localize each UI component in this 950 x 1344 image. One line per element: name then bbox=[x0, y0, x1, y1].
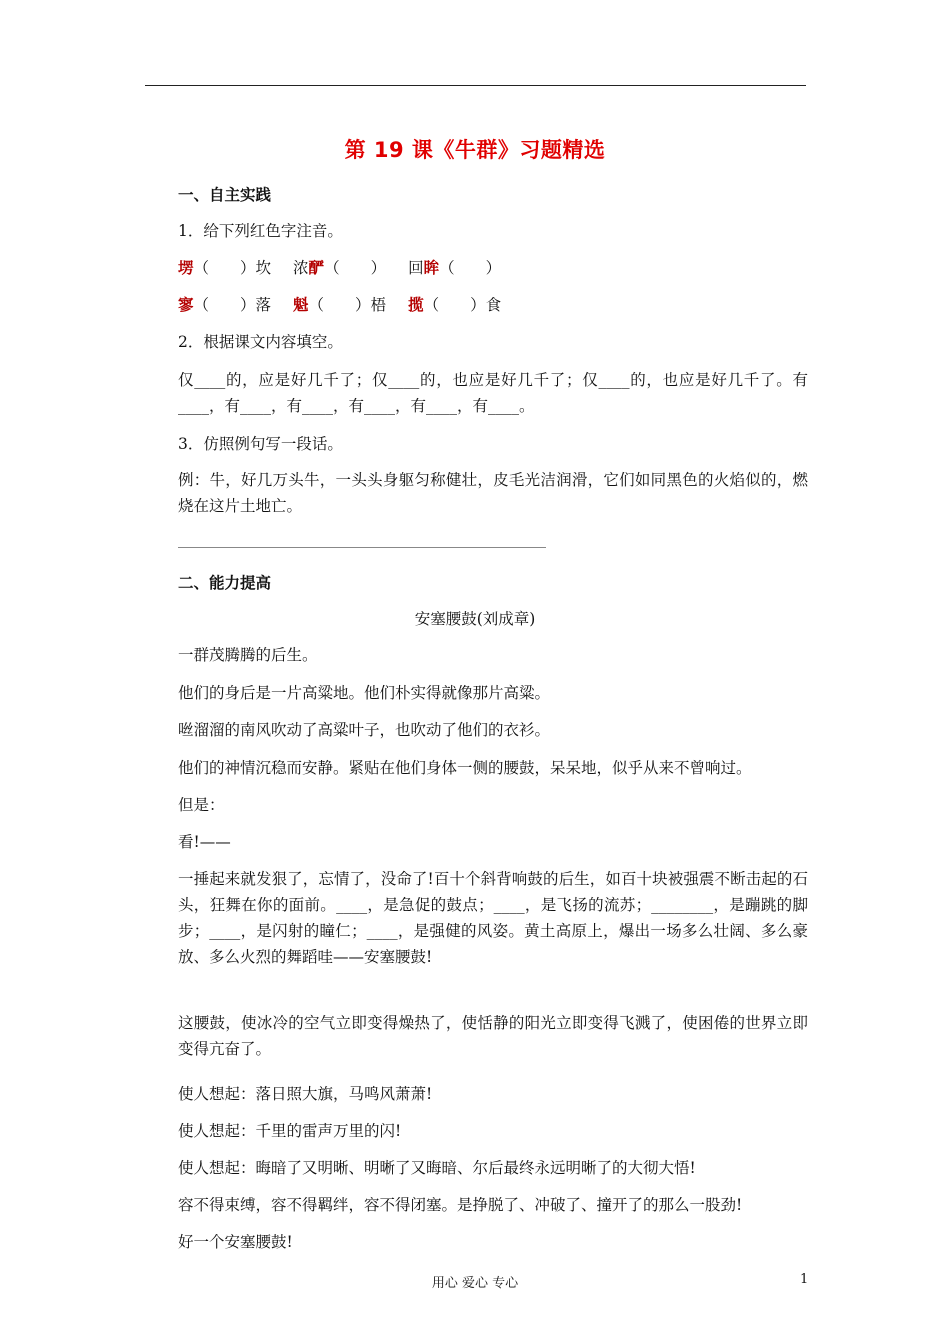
passage-paragraph: 但是： bbox=[178, 796, 225, 814]
footer-text: 用心 爱心 专心 bbox=[431, 1276, 519, 1291]
passage-title: 安塞腰鼓(刘成章) bbox=[414, 610, 536, 628]
section-heading-2: 二、能力提高 bbox=[178, 574, 272, 592]
pinyin-row-1 bbox=[178, 258, 501, 278]
target-char: 塄 bbox=[178, 258, 194, 277]
blank-text: （ ）食 bbox=[423, 296, 502, 314]
pre-text: 回 bbox=[408, 259, 424, 277]
passage-paragraph: 这腰鼓，使冰冷的空气立即变得燥热了，使恬静的阳光立即变得飞溅了，使困倦的世界立即变得亢奋了。 bbox=[178, 1014, 808, 1058]
pre-text: 浓 bbox=[293, 259, 309, 277]
blank-text: （ ）坎 bbox=[193, 259, 272, 277]
passage-paragraph: 咝溜溜的南风吹动了高粱叶子，也吹动了他们的衣衫。 bbox=[178, 721, 551, 739]
passage-paragraph: 一捶起来就发狠了，忘情了，没命了!百十个斜背响鼓的后生，如百十块被强震不断击起的石头，狂舞在你的面前。____，是急促的鼓点；____，是飞扬的流苏；________，是蹦跳的脚步；____，是闪射的瞳仁；____，是强健的风姿。黄土高原上，爆出一场多么壮阔、多么豪放、多么火烈的舞蹈哇——安塞腰鼓! bbox=[178, 870, 808, 966]
passage-paragraph: 使人想起：晦暗了又明晰、明晰了又晦暗、尔后最终永远明晰了的大彻大悟! bbox=[178, 1159, 696, 1177]
page-number: 1 bbox=[800, 1272, 809, 1287]
target-char: 魁 bbox=[293, 295, 309, 314]
answer-line bbox=[178, 547, 546, 548]
header-rule bbox=[145, 85, 806, 86]
passage-paragraph: 他们的神情沉稳而安静。紧贴在他们身体一侧的腰鼓，呆呆地，似乎从来不曾响过。 bbox=[178, 759, 752, 777]
target-char: 眸 bbox=[423, 258, 440, 277]
passage-paragraph: 他们的身后是一片高粱地。他们朴实得就像那片高粱。 bbox=[178, 684, 551, 702]
passage-paragraph: 好一个安塞腰鼓! bbox=[178, 1233, 293, 1251]
passage-paragraph: 使人想起：落日照大旗，马鸣风萧萧! bbox=[178, 1085, 433, 1103]
target-char: 酽 bbox=[308, 258, 325, 277]
page-title: 第 19 课《牛群》习题精选 bbox=[344, 138, 606, 162]
target-char: 揽 bbox=[408, 295, 424, 314]
pinyin-row-2 bbox=[178, 295, 501, 315]
blank-text: （ ）落 bbox=[193, 296, 272, 314]
blank-text: （ ） bbox=[439, 259, 502, 277]
passage-paragraph: 一群茂腾腾的后生。 bbox=[178, 646, 318, 664]
blank-text: （ ）梧 bbox=[308, 296, 387, 314]
blank-text: （ ） bbox=[324, 259, 387, 277]
passage-paragraph: 使人想起：千里的雷声万里的闪! bbox=[178, 1122, 402, 1140]
example-sentence: 例：牛，好几万头牛，一头头身躯匀称健壮，皮毛光洁润滑，它们如同黑色的火焰似的，燃烧在这片土地亡。 bbox=[178, 471, 808, 515]
target-char: 寥 bbox=[178, 295, 194, 314]
fill-blank-text: 仅____的，应是好几千了；仅____的，也应是好几千了；仅____的，也应是好几千了。有____，有____，有____，有____，有____，有____。 bbox=[178, 371, 808, 415]
section-heading-1: 一、自主实践 bbox=[178, 186, 272, 204]
question-1: 1．给下列红色字注音。 bbox=[178, 222, 343, 240]
question-2: 2．根据课文内容填空。 bbox=[178, 333, 343, 351]
question-3: 3．仿照例句写一段话。 bbox=[178, 435, 343, 453]
passage-paragraph: 看!—— bbox=[178, 833, 231, 851]
passage-paragraph: 容不得束缚，容不得羁绊，容不得闭塞。是挣脱了、冲破了、撞开了的那么一股劲! bbox=[178, 1196, 743, 1214]
